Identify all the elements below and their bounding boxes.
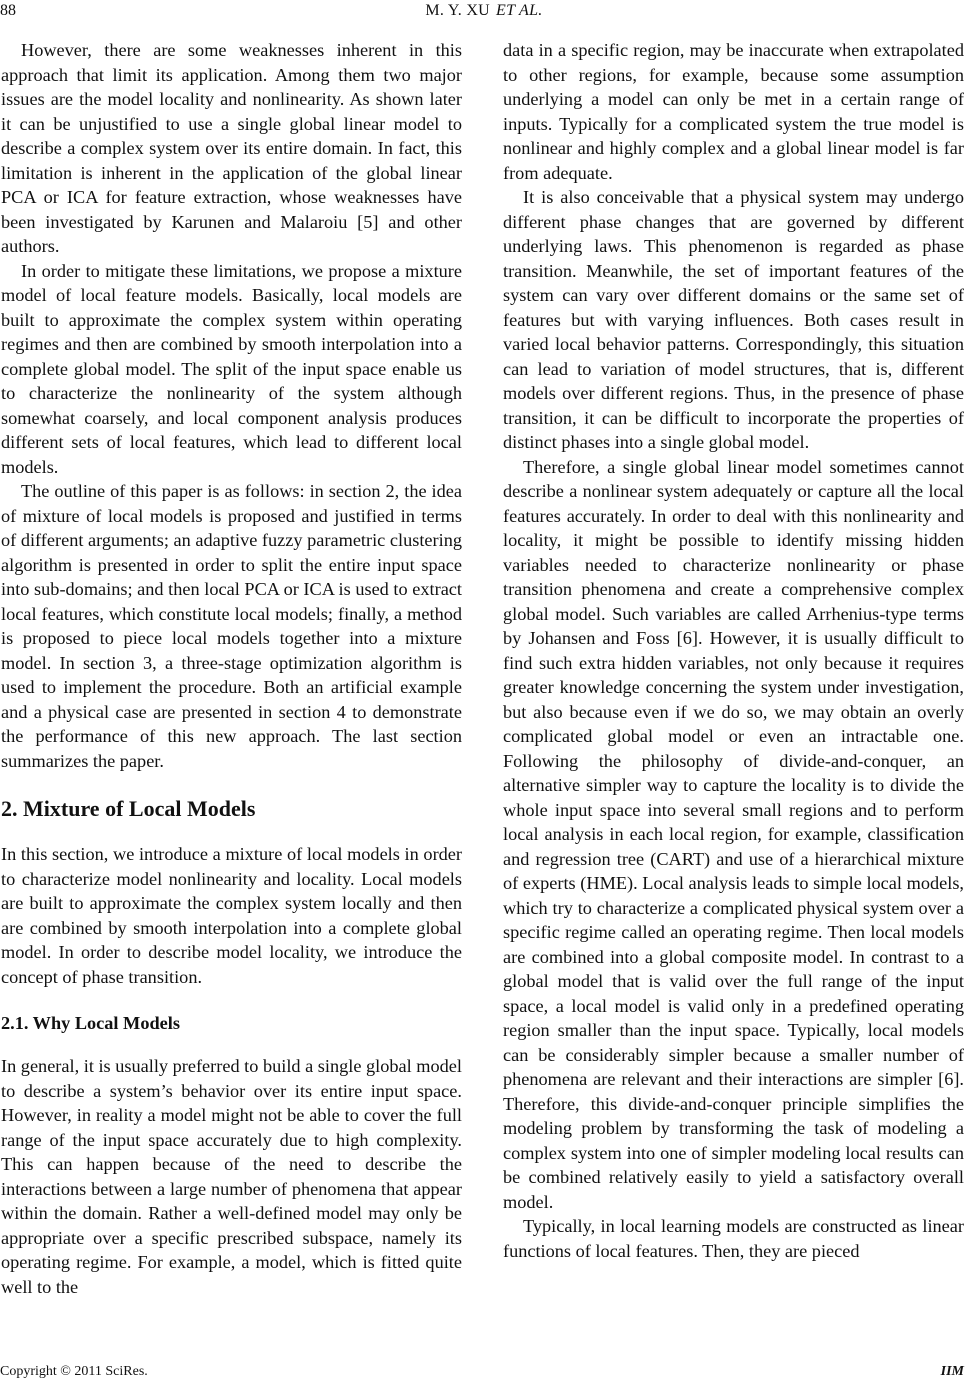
left-column xyxy=(1,38,462,1299)
paragraph: data in a specific region, may be inaccurate when extrapolated to other regions, for example, because some assumption underlying a model can only be met in a certain range of inputs. Typically for a complicated system the true model is nonlinear and highly complex and a global linear model is far from adequate. xyxy=(503,40,964,183)
paragraph: In general, it is usually preferred to build a single global model to describe a system’s behavior over its entire input space. However, in reality a model might not be able to cover the full range of the input space accurately due to high complexity. This can happen because of the need to describe the interactions between a large number of phenomena that appear within the domain. Rather a well-defined model may only be appropriate over a specific prescribed subspace, namely its operating regime. For example, a model, which is fitted quite well to the xyxy=(1,1056,462,1297)
paragraph: However, there are some weaknesses inherent in this approach that limit its application. Among them two major issues are the model locality and nonlinearity. As shown later it can be unjustified to use a single global linear model to describe a complex system over its entire domain. In fact, this limitation is inherent in the application of the global linear PCA or ICA for feature extraction, whose weaknesses have been investigated by Karunen and Malaroiu [5] and other authors. xyxy=(1,40,462,256)
running-head-et-al: ET AL. xyxy=(496,2,543,19)
running-head xyxy=(0,2,968,20)
page-number: 88 xyxy=(0,2,16,19)
paragraph: Typically, in local learning models are constructed as linear functions of local features. Then, they are pieced xyxy=(503,1216,964,1261)
journal-abbreviation: IIM xyxy=(940,1364,964,1379)
running-head-authors: M. Y. XU xyxy=(425,2,491,19)
paragraph: The outline of this paper is as follows: in section 2, the idea of mixture of local models is proposed and justified in terms of different arguments; an adaptive fuzzy parametric clustering algorithm is presented in order to split the entire input space into sub-domains; and then local PCA or ICA is used to extract local features, which constitute local models; finally, a method is proposed to piece local models together into a mixture model. In section 3, a three-stage optimization algorithm is used to implement the procedure. Both an artificial example and a physical case are presented in section 4 to demonstrate the performance of this new approach. The last section summarizes the paper. xyxy=(1,481,462,771)
right-column xyxy=(503,38,964,1263)
paragraph: In this section, we introduce a mixture of local models in order to characterize model nonlinearity and locality. Local models are built to approximate the complex system locally and then are combined by smooth interpolation into a complete global model. In order to describe model locality, we introduce the concept of phase transition. xyxy=(1,844,462,987)
section-heading: 2. Mixture of Local Models xyxy=(1,796,256,821)
paragraph: It is also conceivable that a physical system may undergo different phase changes that are governed by different underlying laws. This phenomenon is regarded as phase transition. Meanwhile, the set of important features of the system can vary over different domains or the same set of features but with varying influences. Both cases result in varied local behavior patterns. Correspondingly, this situation can lead to variation of model structures, that is, different models over different regions. Thus, in the presence of phase transition, it can be difficult to incorporate the properties of distinct phases into a single global model. xyxy=(503,187,964,452)
subsection-heading: 2.1. Why Local Models xyxy=(1,1013,180,1033)
copyright-notice: Copyright © 2011 SciRes. xyxy=(0,1364,148,1379)
paragraph: In order to mitigate these limitations, we propose a mixture model of local feature models. Basically, local models are built to approximate the complex system within operating regimes and then are combined by smooth interpolation into a complete global model. The split of the input space enable us to characterize the nonlinearity of the system although somewhat coarsely, and local component analysis produces different sets of local features, which lead to different local models. xyxy=(1,260,462,477)
paragraph: Therefore, a single global linear model sometimes cannot describe a nonlinear system adequately or capture all the local features accurately. In order to deal with this nonlinearity and locality, it might be possible to identify missing hidden variables needed to characterize nonlinearity or phase transition phenomena and create a comprehensive complex global model. Such variables are called Arrhenius-type terms by Johansen and Foss [6]. However, it is usually difficult to find such extra hidden variables, not only because it requires greater knowledge concerning the system under investigation, but also because even if we do so, we may obtain an overly complicated global model or even an intractable one. Following the philosophy of divide-and-conquer, an alternative simpler way to capture the locality is to divide the whole input space into several small regions and to perform local analysis in each local region, for example, classification and regression tree (CART) and use of a hierarchical mixture of experts (HME). Local analysis leads to simple local models, which try to characterize a complicated physical system over a specific regime called an operating regime. Then local models are combined into a global composite model. In contrast to a global model that is valid over the full range of the input space, a local model is valid only in a predefined operating region smaller than the input space. Typically, local models can be considerably simpler because a smaller number of phenomena are relevant and their interactions are simpler [6]. Therefore, this divide-and-conquer principle simplifies the modeling problem by transforming the task of modeling a complex system into one of simpler modeling local results can be combined relatively easily to yield a satisfactory overall model. xyxy=(503,456,964,1212)
